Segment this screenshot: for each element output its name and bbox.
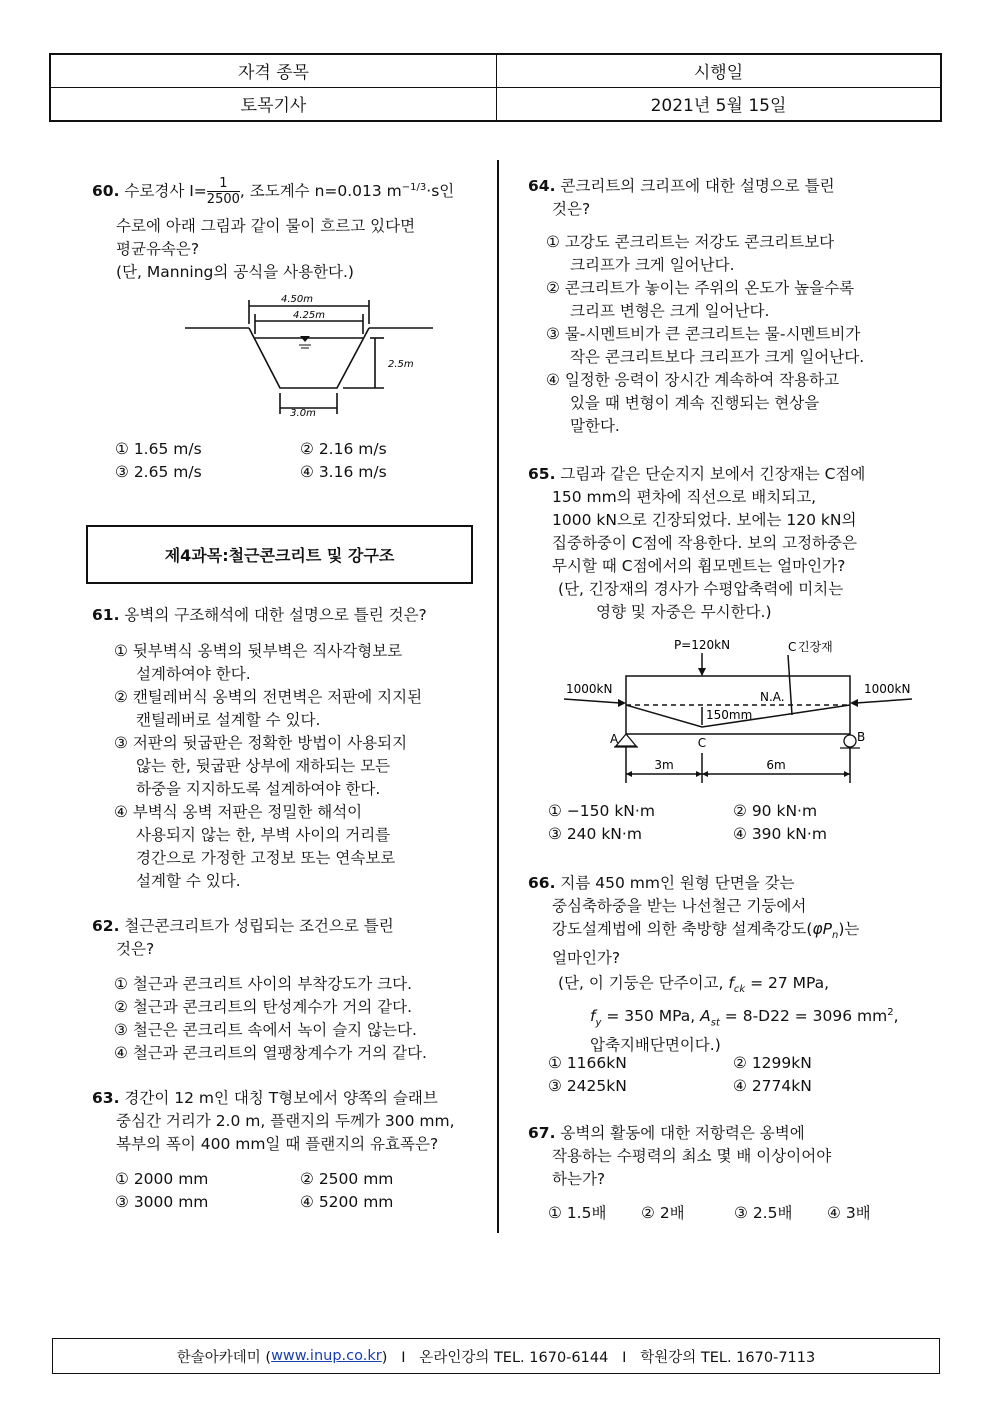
pin-support-icon xyxy=(616,734,636,746)
option[interactable]: ③ 240 kN·m xyxy=(548,825,642,843)
option[interactable]: ② 2500 mm xyxy=(300,1170,394,1188)
q60-line2: 수로에 아래 그림과 같이 물이 흐르고 있다면 xyxy=(116,217,416,236)
question-number: 61. xyxy=(92,606,120,624)
q67-stem2: 작용하는 수평력의 최소 몇 배 이상이어야 xyxy=(552,1147,832,1165)
q62-stem2: 것은? xyxy=(116,940,155,958)
question-66 xyxy=(528,872,938,1057)
option[interactable]: ③ 저판의 뒷굽판은 정확한 방법이 사용되지 xyxy=(114,734,408,752)
bottom-width-label: 3.0m xyxy=(290,408,316,419)
option[interactable]: ④ 5200 mm xyxy=(300,1193,394,1211)
q64-stem1: 콘크리트의 크리프에 대한 설명으로 틀린 xyxy=(560,177,835,195)
q66-options xyxy=(548,1052,928,1098)
option[interactable]: ① −150 kN·m xyxy=(548,802,655,820)
q60-options xyxy=(115,438,495,484)
q63-options xyxy=(115,1168,495,1214)
q61-stem: 옹벽의 구조해석에 대한 설명으로 틀린 것은? xyxy=(124,606,427,624)
depth-label: 2.5m xyxy=(388,359,414,370)
q66-stem1: 지름 450 mm인 원형 단면을 갖는 xyxy=(560,874,795,892)
q66-stem4: 얼마인가? xyxy=(552,949,621,968)
option-continuation: 설계하여야 한다. xyxy=(136,665,251,683)
question-60 xyxy=(92,176,482,284)
option[interactable]: ② 콘크리트가 놓이는 주위의 온도가 높을수록 xyxy=(546,279,855,297)
option-continuation: 말한다. xyxy=(570,417,620,435)
q66-note2: $f_y = 350$ MPa, $A_{st} = 8-D22 = 3096$ $mm^2$, xyxy=(590,1007,899,1029)
question-63 xyxy=(92,1087,492,1156)
q60-line1-sup: −1/3 xyxy=(401,182,427,193)
q67-options xyxy=(548,1202,928,1225)
footer-bar xyxy=(52,1338,940,1374)
roller-support-icon xyxy=(844,735,856,747)
q60-line1-c: ·s인 xyxy=(426,182,455,201)
question-number: 67. xyxy=(528,1124,556,1142)
exam-header-table xyxy=(49,53,942,122)
top-width-label: 4.50m xyxy=(280,294,314,305)
span2-label: 6m xyxy=(766,758,786,772)
q64-stem2: 것은? xyxy=(552,200,591,218)
option[interactable]: ② 90 kN·m xyxy=(733,802,818,820)
channel-cross-section-figure xyxy=(185,290,435,420)
option[interactable]: ③ 2.5배 xyxy=(734,1204,793,1222)
question-number: 66. xyxy=(528,874,556,892)
question-62 xyxy=(92,915,492,1065)
q63-stem2: 중심간 거리가 2.0 m, 플랜지의 두께가 300 mm, xyxy=(116,1112,455,1130)
option-continuation: 크리프가 크게 일어난다. xyxy=(570,256,735,274)
point-c-label: C xyxy=(697,736,707,750)
option-continuation: 크리프 변형은 크게 일어난다. xyxy=(570,302,770,320)
q65-note2: 영향 및 자중은 무시한다.) xyxy=(596,603,772,621)
option-continuation: 작은 콘크리트보다 크리프가 크게 일어난다. xyxy=(570,348,865,366)
option[interactable]: ③ 2.65 m/s xyxy=(115,463,202,481)
option[interactable]: ③ 물-시멘트비가 큰 콘크리트는 물-시멘트비가 xyxy=(546,325,861,343)
q66-note1: (단, 이 기둥은 단주이고, $f_{ck} = 27$ MPa, xyxy=(558,974,830,996)
option[interactable]: ④ 390 kN·m xyxy=(733,825,827,843)
question-number: 63. xyxy=(92,1089,120,1107)
q62-stem1: 철근콘크리트가 성립되는 조건으로 틀린 xyxy=(124,917,394,935)
q65-options xyxy=(548,800,928,846)
tendon-label: 긴장재 xyxy=(798,640,833,654)
option-continuation: 하중을 지지하도록 설계하여야 한다. xyxy=(136,780,381,798)
q63-stem1: 경간이 12 m인 대칭 T형보에서 양쪽의 슬래브 xyxy=(124,1089,438,1107)
option[interactable]: ② 2.16 m/s xyxy=(300,440,387,458)
header-col1-value: 토목기사 xyxy=(51,88,497,121)
option[interactable]: ④ 철근과 콘크리트의 열팽창계수가 거의 같다. xyxy=(114,1044,427,1062)
q65-stem3: 1000 kN으로 긴장되었다. 보에는 120 kN의 xyxy=(552,511,857,529)
q60-note: (단, Manning의 공식을 사용한다.) xyxy=(116,263,354,282)
option[interactable]: ④ 3배 xyxy=(827,1204,871,1222)
prestressed-beam-figure xyxy=(560,635,915,785)
header-col2-value: 2021년 5월 15일 xyxy=(650,96,787,117)
load-label: P=120kN xyxy=(673,638,731,652)
option[interactable]: ④ 3.16 m/s xyxy=(300,463,387,481)
q60-line1-b: , 조도계수 n=0.013 m xyxy=(239,182,402,201)
support-b-label: B xyxy=(857,730,866,744)
eccentricity-label: 150mm xyxy=(706,708,753,722)
question-number: 64. xyxy=(528,177,556,195)
span1-label: 3m xyxy=(654,758,674,772)
option-continuation: 않는 한, 뒷굽판 상부에 재하되는 모든 xyxy=(136,757,391,775)
option-continuation: 있을 때 변형이 계속 진행되는 현상을 xyxy=(570,394,820,412)
q66-note3: 압축지배단면이다.) xyxy=(590,1036,721,1055)
option-continuation: 설계할 수 있다. xyxy=(136,872,241,890)
option[interactable]: ③ 3000 mm xyxy=(115,1193,209,1211)
question-number: 62. xyxy=(92,917,120,935)
option[interactable]: ④ 부벽식 옹벽 저판은 정밀한 해석이 xyxy=(114,803,363,821)
footer-contact: ) I 온라인강의 TEL. 1670-6144 I 학원강의 TEL. 1670-7113 xyxy=(381,1349,816,1366)
q63-stem3: 복부의 폭이 400 mm일 때 플랜지의 유효폭은? xyxy=(116,1135,439,1153)
q66-stem3: 강도설계법에 의한 축방향 설계축강도$(\varphi P_n)$는 xyxy=(552,920,860,942)
option-continuation: 경간으로 가정한 고정보 또는 연속보로 xyxy=(136,849,396,867)
header-col1-title: 자격 종목 xyxy=(51,55,497,88)
option[interactable]: ① 1.65 m/s xyxy=(115,440,202,458)
option[interactable]: ③ 철근은 콘크리트 속에서 녹이 슬지 않는다. xyxy=(114,1021,417,1039)
water-level-icon xyxy=(300,336,310,342)
option[interactable]: ① 1.5배 xyxy=(548,1204,607,1222)
subject-title-box: 제4과목:철근콘크리트 및 강구조 xyxy=(86,525,473,584)
support-a-label: A xyxy=(610,732,619,746)
header-col2-title: 시행일 xyxy=(497,55,940,88)
option[interactable]: ① 2000 mm xyxy=(115,1170,209,1188)
option[interactable]: ① 철근과 콘크리트 사이의 부착강도가 크다. xyxy=(114,975,412,993)
q60-line3: 평균유속은? xyxy=(116,240,200,259)
force-left-label: 1000kN xyxy=(566,682,613,696)
question-67 xyxy=(528,1122,938,1191)
option[interactable]: ① 1166kN xyxy=(548,1054,627,1072)
q60-line1-a: 수로경사 I= xyxy=(124,182,207,201)
academy-website-link[interactable]: www.inup.co.kr xyxy=(271,1348,382,1364)
load-arrow-icon xyxy=(698,668,706,676)
question-64 xyxy=(528,175,928,438)
option[interactable]: ② 철근과 콘크리트의 탄성계수가 거의 같다. xyxy=(114,998,412,1016)
force-arrow-right-icon xyxy=(850,699,858,707)
force-arrow-left-icon xyxy=(618,699,626,707)
q65-stem4: 집중하중이 C점에 작용한다. 보의 고정하중은 xyxy=(552,534,857,552)
option[interactable]: ① 고강도 콘크리트는 저강도 콘크리트보다 xyxy=(546,233,835,251)
question-61 xyxy=(92,604,487,893)
option[interactable]: ② 캔틸레버식 옹벽의 전면벽은 저판에 지지된 xyxy=(114,688,423,706)
q67-stem3: 하는가? xyxy=(552,1170,606,1188)
column-divider xyxy=(497,160,499,1233)
neutral-axis-label: N.A. xyxy=(760,690,785,704)
question-number: 65. xyxy=(528,465,556,483)
option-continuation: 캔틸레버로 설계할 수 있다. xyxy=(136,711,321,729)
option[interactable]: ③ 2425kN xyxy=(548,1077,627,1095)
q65-stem2: 150 mm의 편차에 직선으로 배치되고, xyxy=(552,488,817,506)
q66-stem2: 중심축하중을 받는 나선철근 기둥에서 xyxy=(552,897,807,915)
q67-stem1: 옹벽의 활동에 대한 저항력은 옹벽에 xyxy=(560,1124,805,1142)
question-65 xyxy=(528,463,938,624)
option-continuation: 사용되지 않는 한, 부벽 사이의 거리를 xyxy=(136,826,391,844)
q65-note1: (단, 긴장재의 경사가 수평압축력에 미치는 xyxy=(558,580,844,598)
force-right-label: 1000kN xyxy=(864,682,911,696)
q65-stem1: 그림과 같은 단순지지 보에서 긴장재는 C점에 xyxy=(560,465,866,483)
option[interactable]: ① 뒷부벽식 옹벽의 뒷부벽은 직사각형보로 xyxy=(114,642,403,660)
footer-academy: 한솔아카데미 ( xyxy=(176,1349,272,1366)
slope-fraction: $\frac{1}{2500}$ xyxy=(206,176,240,208)
water-width-label: 4.25m xyxy=(292,310,326,321)
question-number: 60. xyxy=(92,182,120,201)
option[interactable]: ④ 2774kN xyxy=(733,1077,812,1095)
option[interactable]: ② 1299kN xyxy=(733,1054,812,1072)
q65-stem5: 무시할 때 C점에서의 휨모멘트는 얼마인가? xyxy=(552,557,846,575)
option[interactable]: ④ 일정한 응력이 장시간 계속하여 작용하고 xyxy=(546,371,840,389)
tendon-c-label: C xyxy=(788,640,797,654)
option[interactable]: ② 2배 xyxy=(641,1204,685,1222)
